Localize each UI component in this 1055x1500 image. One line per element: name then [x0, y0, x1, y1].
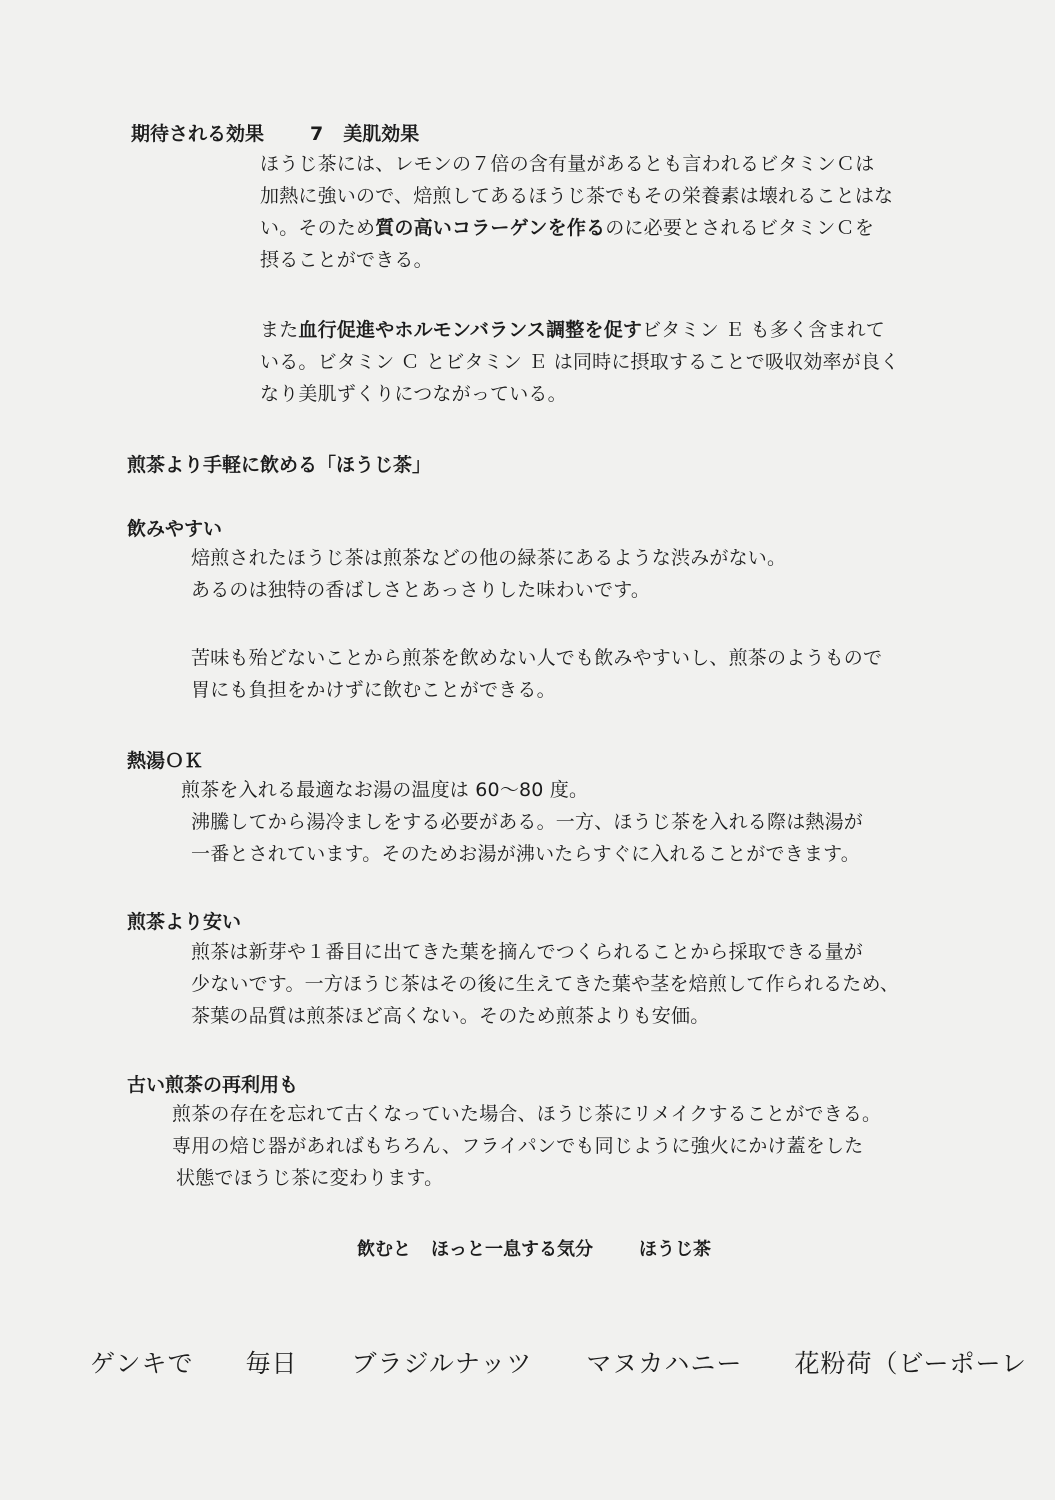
- easy-heading: 煎茶より手軽に飲める「ほうじ茶」: [127, 454, 432, 476]
- footer-item: ゲンキで: [90, 1349, 194, 1378]
- footer-item: 毎日: [245, 1349, 298, 1378]
- text-line: 沸騰してから湯冷ましをする必要がある。一方、ほうじ茶を入れる際は熱湯が: [191, 811, 864, 833]
- text-line: 少ないです。一方ほうじ茶はその後に生えてきた葉や茎を焙煎して作られるため、: [191, 973, 900, 995]
- cheap-heading: 煎茶より安い: [127, 911, 242, 933]
- slogan-part: 飲むと: [357, 1239, 411, 1260]
- text-line: 加熱に強いので、焙煎してあるほうじ茶でもその栄養素は壊れることはな: [260, 185, 894, 207]
- effect-title: 美肌効果: [343, 123, 420, 145]
- footer-banner: [90, 1347, 1027, 1381]
- hot-heading: 熱湯ＯＫ: [127, 750, 204, 772]
- text-line: また血行促進やホルモンバランス調整を促すビタミン Ｅ も多く含まれて: [260, 319, 885, 341]
- text-line: あるのは独特の香ばしさとあっさりした味わいです。: [191, 579, 651, 601]
- text-line: 胃にも負担をかけずに飲むことができる。: [191, 679, 556, 701]
- slogan-part: ほっと一息する気分: [431, 1239, 593, 1260]
- text-line: 煎茶の存在を忘れて古くなっていた場合、ほうじ茶にリメイクすることができる。: [172, 1103, 882, 1125]
- text-line: 苦味も殆どないことから煎茶を飲めない人でも飲みやすいし、煎茶のようもので: [191, 647, 883, 669]
- text-line: 茶葉の品質は煎茶ほど高くない。そのため煎茶よりも安価。: [191, 1005, 710, 1027]
- text-line: ほうじ茶には、レモンの７倍の含有量があるとも言われるビタミンＣは: [260, 153, 875, 175]
- effect-label: 期待される効果: [131, 123, 265, 145]
- slogan: [357, 1238, 711, 1262]
- reuse-heading: 古い煎茶の再利用も: [127, 1074, 299, 1096]
- footer-item: マヌカハニー: [586, 1349, 743, 1378]
- emphasis-text: 質の高いコラーゲンを作る: [375, 217, 606, 239]
- drink-heading: 飲みやすい: [127, 518, 223, 540]
- text-line: 煎茶は新芽や１番目に出てきた葉を摘んでつくられることから採取できる量が: [191, 941, 864, 963]
- reuse-paragraph: [172, 1098, 881, 1194]
- drink-paragraph-2: [191, 642, 882, 706]
- footer-item: 花粉荷（ビーポーレ: [794, 1349, 1027, 1378]
- text-line: なり美肌ずくりにつながっている。: [260, 383, 567, 405]
- footer-item: ブラジルナッツ: [351, 1349, 533, 1378]
- drink-paragraph-1: [191, 542, 786, 606]
- effect-number: 7: [310, 123, 324, 145]
- text-line: 煎茶を入れる最適なお湯の温度は 60～80 度。: [181, 779, 589, 801]
- text-line: い。そのため質の高いコラーゲンを作るのに必要とされるビタミンＣを: [260, 217, 875, 239]
- effect-heading: [131, 122, 419, 146]
- text-line: 状態でほうじ茶に変わります。: [176, 1167, 444, 1189]
- text-line: 摂ることができる。: [260, 249, 433, 271]
- text-line: いる。ビタミン Ｃ とビタミン Ｅ は同時に摂取することで吸収効率が良く: [260, 351, 900, 373]
- hot-paragraph: [181, 774, 863, 870]
- effect-paragraph-2: [260, 314, 899, 410]
- text-line: 焙煎されたほうじ茶は煎茶などの他の緑茶にあるような渋みがない。: [191, 547, 787, 569]
- text-line: 専用の焙じ器があればもちろん、フライパンでも同じように強火にかけ蓋をした: [172, 1135, 864, 1157]
- slogan-product: ほうじ茶: [639, 1239, 711, 1260]
- cheap-paragraph: [191, 936, 899, 1032]
- effect-paragraph-1: [260, 148, 893, 276]
- text-line: 一番とされています。そのためお湯が沸いたらすぐに入れることができます。: [191, 843, 860, 865]
- emphasis-text: 血行促進やホルモンバランス調整を促す: [298, 319, 643, 341]
